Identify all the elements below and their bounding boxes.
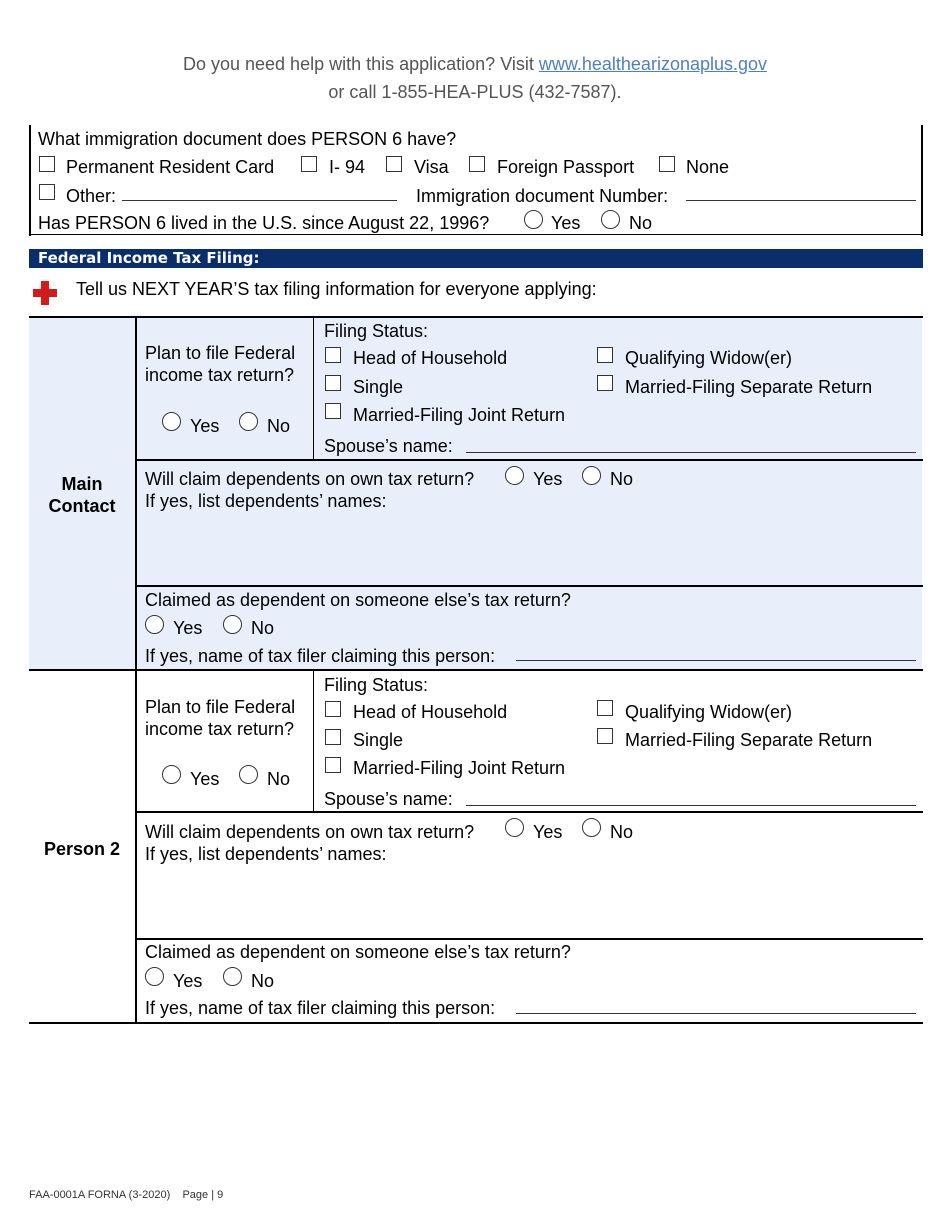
p2-plan-yes-radio[interactable] (162, 765, 181, 784)
help-line-2: or call 1-855-HEA-PLUS (432-7587). (328, 82, 622, 102)
p2-status-qualifying-widower: Qualifying Widow(er) (625, 702, 793, 722)
p2-dependents-no-radio[interactable] (582, 818, 601, 837)
claimer-name-label: If yes, name of tax filer claiming this person: (145, 646, 496, 666)
plan-no-label: No (267, 416, 291, 436)
checkbox-none[interactable] (659, 156, 675, 172)
checkbox-single[interactable] (325, 375, 341, 391)
p2-checkbox-qualifying-widower[interactable] (597, 700, 613, 716)
main-sub-divider-2 (135, 585, 923, 587)
status-single: Single (353, 377, 404, 397)
main-sub-divider-1 (135, 459, 923, 461)
claimed-no-label: No (251, 618, 275, 638)
immigration-question: What immigration document does PERSON 6 have? (38, 129, 457, 149)
dependents-no-label: No (610, 469, 634, 489)
p2-plan-no-radio[interactable] (239, 765, 258, 784)
section-banner (29, 249, 923, 268)
p2-dependents-list-label: If yes, list dependents’ names: (145, 844, 387, 864)
status-qualifying-widower: Qualifying Widow(er) (625, 348, 793, 368)
p2-checkbox-head-of-household[interactable] (325, 701, 341, 717)
dependents-list-label: If yes, list dependents’ names: (145, 491, 387, 511)
claimed-no-radio[interactable] (223, 615, 242, 634)
table-top-border (29, 316, 923, 318)
p2-claimer-name-input-line[interactable] (516, 1013, 916, 1014)
doc-number-label: Immigration document Number: (416, 186, 669, 206)
lived-yes-radio[interactable] (524, 210, 543, 229)
table-bottom-border (29, 1022, 923, 1024)
person2-label: Person 2 (43, 839, 121, 859)
option-none: None (686, 157, 730, 177)
dependents-names-area[interactable] (145, 514, 915, 580)
help-text: Do you need help with this application? Visit (182, 54, 539, 74)
main-contact-label-line2: Contact (48, 496, 116, 516)
main-contact-label-line1: Main (61, 474, 103, 494)
p2-plan-to-file-line2: income tax return? (145, 719, 295, 739)
p2-claimer-name-label: If yes, name of tax filer claiming this person: (145, 998, 496, 1018)
claimed-yes-radio[interactable] (145, 615, 164, 634)
lived-question: Has PERSON 6 lived in the U.S. since August 22, 1996? (38, 213, 490, 233)
dependents-yes-label: Yes (533, 469, 563, 489)
p2-status-married-filing-joint: Married-Filing Joint Return (353, 758, 566, 778)
dependents-no-radio[interactable] (582, 466, 601, 485)
lived-no-radio[interactable] (601, 210, 620, 229)
p2-dependents-names-area[interactable] (145, 867, 915, 933)
dependents-yes-radio[interactable] (505, 466, 524, 485)
status-head-of-household: Head of Household (353, 348, 508, 368)
checkbox-qualifying-widower[interactable] (597, 347, 613, 363)
footer (29, 1189, 223, 1201)
p2-plan-no-label: No (267, 769, 291, 789)
claimer-name-input-line[interactable] (516, 660, 916, 661)
checkbox-married-filing-separate[interactable] (597, 375, 613, 391)
red-cross-icon (32, 280, 58, 306)
filing-status-label: Filing Status: (324, 321, 429, 341)
p2-claimed-yes-label: Yes (173, 971, 203, 991)
p2-dependents-question: Will claim dependents on own tax return? (145, 822, 475, 842)
plan-to-file-line2: income tax return? (145, 365, 295, 385)
person2-sub-divider-2 (135, 938, 923, 940)
claimed-yes-label: Yes (173, 618, 203, 638)
p2-claimed-no-radio[interactable] (223, 967, 242, 986)
plan-column-divider-1 (313, 316, 314, 459)
p2-plan-yes-label: Yes (190, 769, 220, 789)
immigration-box-bottom-border (29, 234, 923, 235)
immigration-box-left-border (29, 125, 31, 236)
plan-to-file-line1: Plan to file Federal (145, 343, 296, 363)
p2-checkbox-married-filing-joint[interactable] (325, 757, 341, 773)
checkbox-foreign-passport[interactable] (469, 156, 485, 172)
tax-intro-text: Tell us NEXT YEAR’S tax filing information for everyone applying: (76, 279, 597, 299)
p2-status-head-of-household: Head of Household (353, 702, 508, 722)
lived-no-label: No (629, 213, 653, 233)
checkbox-married-filing-joint[interactable] (325, 403, 341, 419)
claimed-question: Claimed as dependent on someone else’s tax return? (145, 590, 571, 610)
doc-number-input-line[interactable] (686, 200, 916, 201)
footer-page-number: Page | 9 (182, 1189, 224, 1201)
label-column-divider (135, 316, 137, 1024)
p2-filing-status-label: Filing Status: (324, 675, 429, 695)
p2-plan-to-file-line1: Plan to file Federal (145, 697, 296, 717)
plan-column-divider-2 (313, 670, 314, 811)
p2-checkbox-married-filing-separate[interactable] (597, 728, 613, 744)
p2-claimed-no-label: No (251, 971, 275, 991)
lived-yes-label: Yes (551, 213, 581, 233)
spouse-name-label: Spouse’s name: (324, 436, 453, 456)
checkbox-i94[interactable] (301, 156, 317, 172)
checkbox-head-of-household[interactable] (325, 347, 341, 363)
p2-claimed-question: Claimed as dependent on someone else’s tax return? (145, 942, 571, 962)
checkbox-visa[interactable] (386, 156, 402, 172)
p2-spouse-name-input-line[interactable] (466, 805, 916, 806)
status-married-filing-separate: Married-Filing Separate Return (625, 377, 873, 397)
dependents-question: Will claim dependents on own tax return? (145, 469, 475, 489)
other-input-line[interactable] (122, 200, 397, 201)
help-line-1 (0, 54, 950, 75)
footer-form-id: FAA-0001A FORNA (3-2020) (29, 1189, 171, 1201)
other-label: Other: (66, 186, 117, 206)
status-married-filing-joint: Married-Filing Joint Return (353, 405, 566, 425)
checkbox-other[interactable] (39, 184, 55, 200)
plan-no-radio[interactable] (239, 412, 258, 431)
option-foreign-passport: Foreign Passport (497, 157, 635, 177)
section-banner-title: Federal Income Tax Filing: (38, 249, 260, 267)
p2-dependents-yes-label: Yes (533, 822, 563, 842)
checkbox-permanent-resident-card[interactable] (39, 156, 55, 172)
plan-yes-label: Yes (190, 416, 220, 436)
option-i94: I- 94 (329, 157, 366, 177)
spouse-name-input-line[interactable] (466, 452, 916, 453)
p2-dependents-yes-radio[interactable] (505, 818, 524, 837)
option-visa: Visa (414, 157, 449, 177)
p2-claimed-yes-radio[interactable] (145, 967, 164, 986)
person2-sub-divider-1 (135, 811, 923, 813)
plan-yes-radio[interactable] (162, 412, 181, 431)
option-permanent-resident-card: Permanent Resident Card (66, 157, 275, 177)
p2-status-single: Single (353, 730, 404, 750)
p2-spouse-name-label: Spouse’s name: (324, 789, 453, 809)
help-link[interactable]: www.healthearizonaplus.gov (538, 54, 768, 74)
p2-checkbox-single[interactable] (325, 729, 341, 745)
table-row-divider (29, 669, 923, 671)
p2-dependents-no-label: No (610, 822, 634, 842)
p2-status-married-filing-separate: Married-Filing Separate Return (625, 730, 873, 750)
immigration-box-right-border (921, 125, 923, 236)
